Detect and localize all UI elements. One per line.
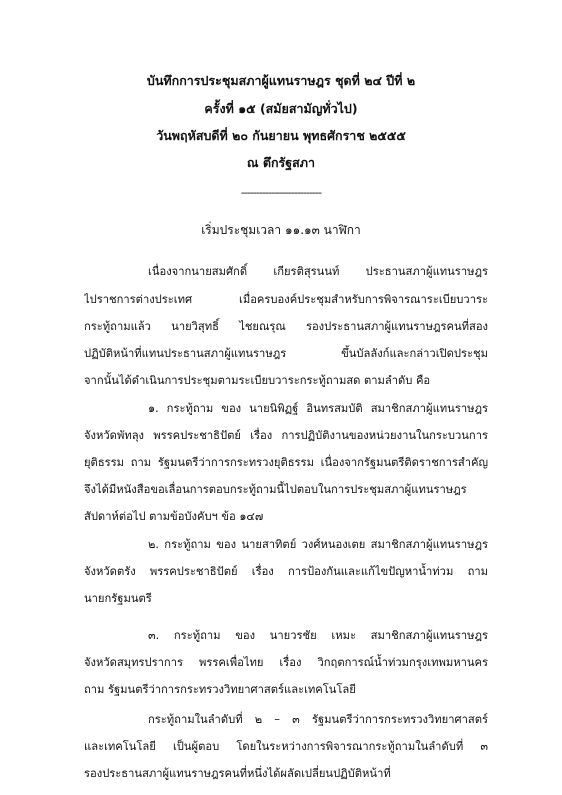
title-line-4: ณ ตึกรัฐสภา bbox=[246, 155, 316, 170]
body-line: ๒. กระทู้ถาม ของ นายสาทิตย์ วงศ์หนองเตย สมาชิกสภาผู้แทนราษฎร bbox=[148, 538, 488, 551]
title-line-2: ครั้งที่ ๑๕ (สมัยสามัญทั่วไป) bbox=[204, 101, 358, 116]
body-line: รองประธานสภาผู้แทนราษฎรคนที่หนึ่งได้ผลัดเปลี่ยนปฏิบัติหน้าที่ bbox=[84, 767, 391, 780]
body-line: จังหวัดสมุทรปราการ พรรคเพื่อไทย เรื่อง วิกฤตการณ์น้ำท่วมกรุงเทพมหานคร bbox=[84, 656, 488, 669]
body-line: จึงได้มีหนังสือขอเลื่อนการตอบกระทู้ถามนี้ไปตอบในการประชุมสภาผู้แทนราษฎร bbox=[84, 483, 467, 496]
body-line: ไปราชการต่างประเทศ เมื่อครบองค์ประชุมสำหรับการพิจารณาระเบียบวาระ bbox=[84, 293, 488, 306]
separator-line: --------------------------- bbox=[240, 186, 322, 199]
body-line: จากนั้นได้ดำเนินการประชุมตามระเบียบวาระกระทู้ถามสด ตามลำดับ คือ bbox=[84, 374, 431, 387]
body-line: สัปดาห์ต่อไป ตามข้อบังคับฯ ข้อ ๑๔๗ bbox=[84, 510, 264, 523]
body-line: เนื่องจากนายสมศักดิ์ เกียรติสุรนนท์ ประธานสภาผู้แทนราษฎร bbox=[148, 265, 488, 278]
body-line: ปฏิบัติหน้าที่แทนประธานสภาผู้แทนราษฎร ขึ้นบัลลังก์และกล่าวเปิดประชุม bbox=[84, 347, 488, 360]
body-line: ๓. กระทู้ถาม ของ นายวรชัย เหมะ สมาชิกสภาผู้แทนราษฎร bbox=[148, 629, 488, 642]
body-line: ถาม รัฐมนตรีว่าการกระทรวงวิทยาศาสตร์และเทคโนโลยี bbox=[84, 683, 356, 696]
body-line: ยุติธรรม ถาม รัฐมนตรีว่าการกระทรวงยุติธรรม เนื่องจากรัฐมนตรีติดราชการสำคัญ bbox=[84, 456, 488, 469]
title-line-3: วันพฤหัสบดีที่ ๒๐ กันยายน พุทธศักราช ๒๕๕๕ bbox=[156, 128, 406, 143]
title-line-1: บันทึกการประชุมสภาผู้แทนราษฎร ชุดที่ ๒๔ ปีที่ ๒ bbox=[146, 73, 416, 88]
opening-time: เริ่มประชุมเวลา ๑๑.๑๓ นาฬิกา bbox=[201, 223, 361, 237]
body-line: จังหวัดตรัง พรรคประชาธิปัตย์ เรื่อง การป้องกันและแก้ไขปัญหาน้ำท่วม ถาม bbox=[84, 565, 488, 578]
body-line: นายกรัฐมนตรี bbox=[84, 592, 152, 605]
body-line: จังหวัดพัทลุง พรรคประชาธิปัตย์ เรื่อง การปฏิบัติงานของหน่วยงานในกระบวนการ bbox=[84, 429, 488, 442]
body-line: กระทู้ถามแล้ว นายวิสุทธิ์ ไชยณรุณ รองประธานสภาผู้แทนราษฎรคนที่สอง bbox=[84, 320, 488, 333]
body-line: และเทคโนโลยี เป็นผู้ตอบ โดยในระหว่างการพิจารณากระทู้ถามในลำดับที่ ๓ bbox=[84, 740, 488, 753]
body-line: ๑. กระทู้ถาม ของ นายนิพิฏฐ์ อินทรสมบัติ สมาชิกสภาผู้แทนราษฎร bbox=[148, 402, 488, 415]
body-line: กระทู้ถามในลำดับที่ ๒ – ๓ รัฐมนตรีว่าการกระทรวงวิทยาศาสตร์ bbox=[148, 713, 488, 726]
